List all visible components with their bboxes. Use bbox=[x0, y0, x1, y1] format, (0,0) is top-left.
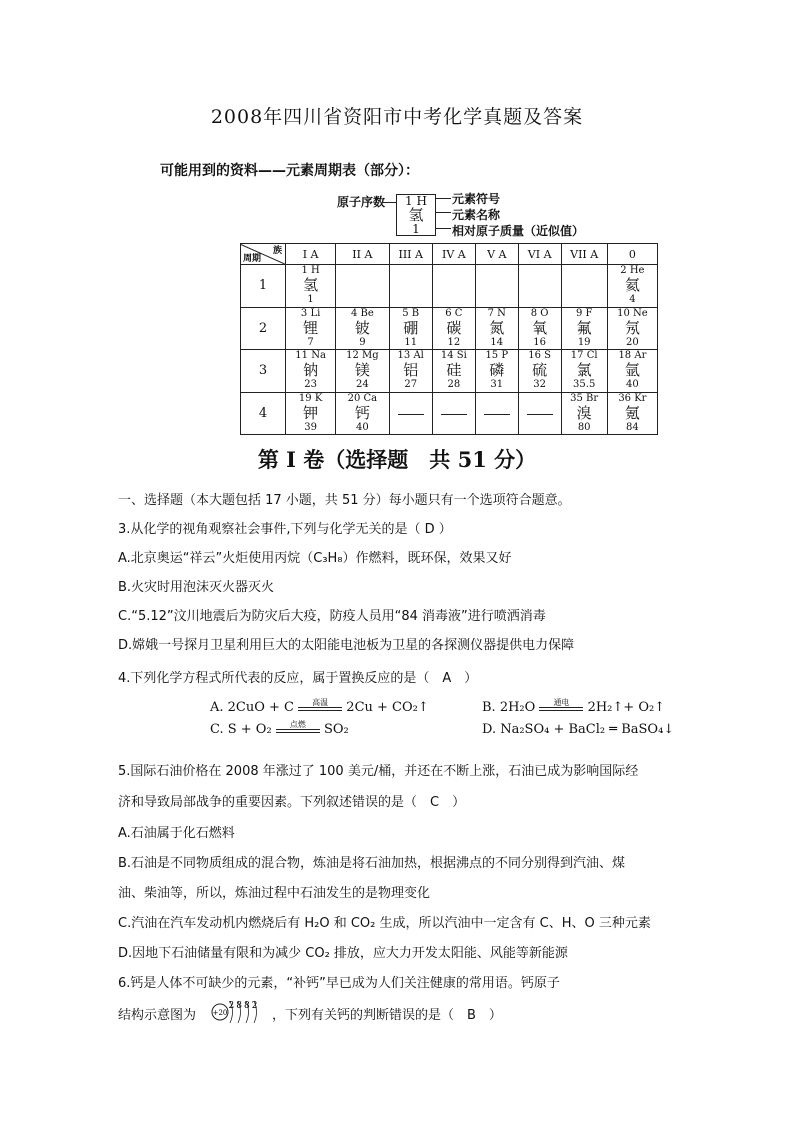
element-mass: 16 bbox=[533, 336, 547, 348]
element-symbol: 10 Ne bbox=[617, 307, 648, 319]
period-row bbox=[241, 307, 658, 350]
element-symbol: 14 Si bbox=[440, 350, 467, 362]
element-name: 氢 bbox=[303, 276, 319, 295]
element-mass: 35.5 bbox=[573, 379, 596, 391]
element-symbol: 20 Ca bbox=[347, 392, 378, 404]
legend-connector bbox=[435, 228, 451, 229]
q4-option-b bbox=[482, 697, 666, 715]
element-name: 钙 bbox=[354, 403, 370, 422]
legend-atomic-number: 原子序数 bbox=[337, 195, 386, 209]
element-mass: 12 bbox=[447, 336, 461, 348]
legend-box-symbol: 1 H bbox=[405, 194, 427, 208]
element-cell-dash bbox=[475, 392, 518, 435]
element-symbol: 5 B bbox=[402, 307, 420, 319]
element-mass: 7 bbox=[307, 336, 314, 348]
element-name: 硫 bbox=[532, 361, 548, 380]
resource-heading: 可能用到的资料——元素周期表（部分）： bbox=[160, 163, 419, 179]
q3-option-a: A.北京奥运“祥云”火炬使用丙烷（C₃H₈）作燃料，既环保，效果又好 bbox=[118, 551, 512, 566]
equation-products: SO₂ bbox=[323, 722, 349, 737]
element-mass: 80 bbox=[577, 421, 591, 433]
element-cell bbox=[432, 350, 475, 393]
equation-products: 2Cu + CO₂↑ bbox=[346, 700, 429, 715]
element-symbol: 35 Br bbox=[570, 392, 599, 404]
period-row bbox=[241, 350, 658, 393]
section-title: 第 I 卷（选择题 共 51 分） bbox=[257, 447, 537, 472]
element-cell bbox=[607, 350, 657, 393]
element-name: 氦 bbox=[624, 276, 640, 295]
corner-period-label: 周期 bbox=[243, 254, 262, 264]
reaction-condition: 通电 bbox=[539, 701, 583, 715]
element-symbol: 13 Al bbox=[397, 350, 424, 362]
legend-name-label: 元素名称 bbox=[452, 208, 501, 222]
element-name: 钠 bbox=[303, 361, 319, 380]
element-cell bbox=[607, 307, 657, 350]
element-name: 锂 bbox=[303, 318, 319, 337]
element-symbol: 11 Na bbox=[295, 350, 326, 362]
element-name: 铍 bbox=[354, 318, 370, 337]
element-symbol: 36 Kr bbox=[618, 392, 647, 404]
legend-mass-label: 相对原子质量（近似值） bbox=[452, 224, 585, 238]
element-mass: 19 bbox=[577, 336, 591, 348]
reaction-condition: 点燃 bbox=[276, 723, 320, 737]
q3-option-d: D.嫦娥一号探月卫星利用巨大的太阳能电池板为卫星的各探测仪器提供电力保障 bbox=[118, 638, 575, 653]
period-row bbox=[241, 392, 658, 435]
element-cell bbox=[286, 307, 336, 350]
dash-mark bbox=[527, 414, 553, 415]
element-symbol: 4 Be bbox=[350, 307, 374, 319]
element-mass: 1 bbox=[307, 294, 314, 306]
reaction-condition: 高温 bbox=[298, 701, 342, 715]
equation-reactants: A. 2CuO + C bbox=[210, 700, 295, 715]
element-cell bbox=[286, 350, 336, 393]
instructions: 一、选择题（本大题包括 17 小题，共 51 分）每小题只有一个选项符合题意。 bbox=[118, 493, 571, 508]
corner-group-label: 族 bbox=[272, 246, 282, 256]
element-name: 磷 bbox=[489, 361, 505, 380]
group-header: I A bbox=[286, 244, 336, 265]
element-name: 溴 bbox=[576, 403, 592, 422]
period-number: 2 bbox=[241, 307, 286, 350]
element-mass: 39 bbox=[304, 421, 317, 433]
element-cell bbox=[518, 307, 561, 350]
group-header: 0 bbox=[607, 244, 657, 265]
element-mass: 23 bbox=[304, 379, 317, 391]
element-symbol: 15 P bbox=[485, 350, 509, 362]
q3-option-b: B.火灾时用泡沫灭火器灭火 bbox=[118, 580, 275, 595]
element-mass: 20 bbox=[626, 336, 639, 348]
element-cell bbox=[475, 307, 518, 350]
electron-shells: 2882 bbox=[228, 1001, 260, 1011]
element-cell-empty bbox=[518, 265, 561, 308]
q4-option-a bbox=[210, 697, 429, 715]
period-row bbox=[241, 265, 658, 308]
group-header: V A bbox=[475, 244, 518, 265]
period-number: 1 bbox=[241, 265, 286, 308]
element-cell bbox=[336, 350, 389, 393]
element-symbol: 19 K bbox=[298, 392, 323, 404]
element-symbol: 6 C bbox=[445, 307, 463, 319]
element-cell bbox=[475, 350, 518, 393]
element-mass: 27 bbox=[404, 379, 418, 391]
element-name: 氧 bbox=[532, 318, 548, 337]
group-header: VI A bbox=[518, 244, 561, 265]
element-cell-dash bbox=[389, 392, 432, 435]
element-cell-dash bbox=[518, 392, 561, 435]
page-title: 2008年四川省资阳市中考化学真题及答案 bbox=[210, 106, 584, 128]
legend-sample-box bbox=[396, 194, 436, 236]
group-header: VII A bbox=[561, 244, 607, 265]
q3-option-c: C.“5.12”汶川地震后为防灾后大疫，防疫人员用“84 消毒液”进行喷洒消毒 bbox=[118, 609, 546, 624]
legend-symbol-label: 元素符号 bbox=[452, 192, 501, 206]
q5-option-d: D.因地下石油储量有限和为减少 CO₂ 排放，应大力开发太阳能、风能等新能源 bbox=[118, 946, 568, 961]
element-cell-dash bbox=[432, 392, 475, 435]
element-cell-empty bbox=[432, 265, 475, 308]
legend-connector bbox=[382, 202, 396, 203]
element-name: 硼 bbox=[403, 318, 419, 337]
element-cell-empty bbox=[389, 265, 432, 308]
element-cell bbox=[389, 307, 432, 350]
element-cell bbox=[561, 350, 607, 393]
element-cell-empty bbox=[561, 265, 607, 308]
element-mass: 9 bbox=[359, 336, 366, 348]
equation-reactants: B. 2H₂O bbox=[482, 700, 536, 715]
element-name: 氖 bbox=[624, 318, 640, 337]
element-mass: 31 bbox=[490, 379, 504, 391]
group-header: III A bbox=[389, 244, 432, 265]
group-header: IV A bbox=[432, 244, 475, 265]
question-5-line-1: 5.国际石油价格在 2008 年涨过了 100 美元/桶，并还在不断上涨，石油已成为影响国际经 bbox=[118, 764, 639, 779]
element-name: 氯 bbox=[576, 361, 592, 380]
element-name: 硅 bbox=[446, 361, 462, 380]
element-cell bbox=[286, 392, 336, 435]
element-cell-empty bbox=[475, 265, 518, 308]
element-name: 镁 bbox=[354, 361, 370, 380]
element-mass: 28 bbox=[447, 379, 461, 391]
element-name: 氪 bbox=[624, 403, 640, 422]
element-name: 铝 bbox=[403, 361, 419, 380]
equation-products: 2H₂↑+ O₂↑ bbox=[587, 700, 666, 715]
element-mass: 11 bbox=[404, 336, 418, 348]
element-cell bbox=[518, 350, 561, 393]
element-mass: 14 bbox=[490, 336, 504, 348]
legend-box-mass: 1 bbox=[412, 222, 420, 236]
element-name: 碳 bbox=[446, 318, 462, 337]
element-symbol: 1 H bbox=[301, 265, 320, 277]
legend-connector bbox=[435, 198, 451, 199]
element-symbol: 9 F bbox=[575, 307, 593, 319]
element-name: 氟 bbox=[576, 318, 592, 337]
element-name: 氩 bbox=[624, 361, 640, 380]
element-mass: 32 bbox=[533, 379, 547, 391]
corner-cell bbox=[241, 244, 286, 265]
element-mass: 84 bbox=[626, 421, 639, 433]
element-cell bbox=[336, 392, 389, 435]
question-3: 3.从化学的视角观察社会事件,下列与化学无关的是（ D ） bbox=[118, 522, 452, 537]
q5-option-b-line-2: 油、柴油等，所以，炼油过程中石油发生的是物理变化 bbox=[118, 886, 431, 901]
element-symbol: 16 S bbox=[528, 350, 552, 362]
legend-box-name: 氢 bbox=[408, 206, 424, 224]
element-mass: 24 bbox=[356, 379, 369, 391]
element-symbol: 3 Li bbox=[300, 307, 321, 319]
question-4: 4.下列化学方程式所代表的反应，属于置换反应的是（ A ） bbox=[118, 671, 478, 686]
question-5-line-2: 济和导致局部战争的重要因素。下列叙述错误的是（ C ） bbox=[118, 795, 466, 810]
question-6-line-2-start: 结构示意图为 bbox=[118, 1008, 197, 1023]
element-cell-empty bbox=[336, 265, 389, 308]
q4-option-d: D. Na₂SO₄ + BaCl₂ ═ BaSO₄↓ bbox=[482, 722, 675, 737]
element-symbol: 18 Ar bbox=[618, 350, 647, 362]
nucleus-charge: +20 bbox=[212, 1009, 228, 1017]
element-name: 钾 bbox=[303, 403, 319, 422]
element-cell bbox=[432, 307, 475, 350]
calcium-atom-diagram bbox=[210, 996, 266, 1028]
equation-reactants: C. S + O₂ bbox=[210, 722, 272, 737]
element-mass: 40 bbox=[356, 421, 369, 433]
element-cell bbox=[607, 392, 657, 435]
element-symbol: 12 Mg bbox=[346, 350, 379, 362]
element-cell bbox=[286, 265, 336, 308]
periodic-table-header-row bbox=[241, 244, 658, 265]
q5-option-c: C.汽油在汽车发动机内燃烧后有 H₂O 和 CO₂ 生成，所以汽油中一定含有 C、H、O 三种元素 bbox=[118, 916, 651, 931]
question-6-line-1: 6.钙是人体不可缺少的元素，“补钙”早已成为人们关注健康的常用语。钙原子 bbox=[118, 976, 560, 991]
element-symbol: 8 O bbox=[530, 307, 549, 319]
element-cell bbox=[561, 392, 607, 435]
question-6-line-2-end: ，下列有关钙的判断错误的是（ B ） bbox=[272, 1008, 502, 1023]
dash-mark bbox=[484, 414, 510, 415]
legend-connector bbox=[435, 212, 451, 213]
group-header: II A bbox=[336, 244, 389, 265]
element-cell bbox=[607, 265, 657, 308]
element-cell bbox=[336, 307, 389, 350]
element-symbol: 17 Cl bbox=[570, 350, 598, 362]
element-mass: 4 bbox=[629, 294, 636, 306]
q5-option-b-line-1: B.石油是不同物质组成的混合物，炼油是将石油加热，根据沸点的不同分别得到汽油、煤 bbox=[118, 856, 626, 871]
element-cell bbox=[561, 307, 607, 350]
element-mass: 40 bbox=[626, 379, 639, 391]
period-number: 4 bbox=[241, 392, 286, 435]
dash-mark bbox=[398, 414, 424, 415]
element-symbol: 2 He bbox=[620, 265, 645, 277]
periodic-table bbox=[240, 243, 658, 435]
element-name: 氮 bbox=[489, 318, 505, 337]
q4-option-c bbox=[210, 719, 349, 737]
q5-option-a: A.石油属于化石燃料 bbox=[118, 826, 235, 841]
period-number: 3 bbox=[241, 350, 286, 393]
element-cell bbox=[389, 350, 432, 393]
dash-mark bbox=[441, 414, 467, 415]
element-symbol: 7 N bbox=[487, 307, 506, 319]
